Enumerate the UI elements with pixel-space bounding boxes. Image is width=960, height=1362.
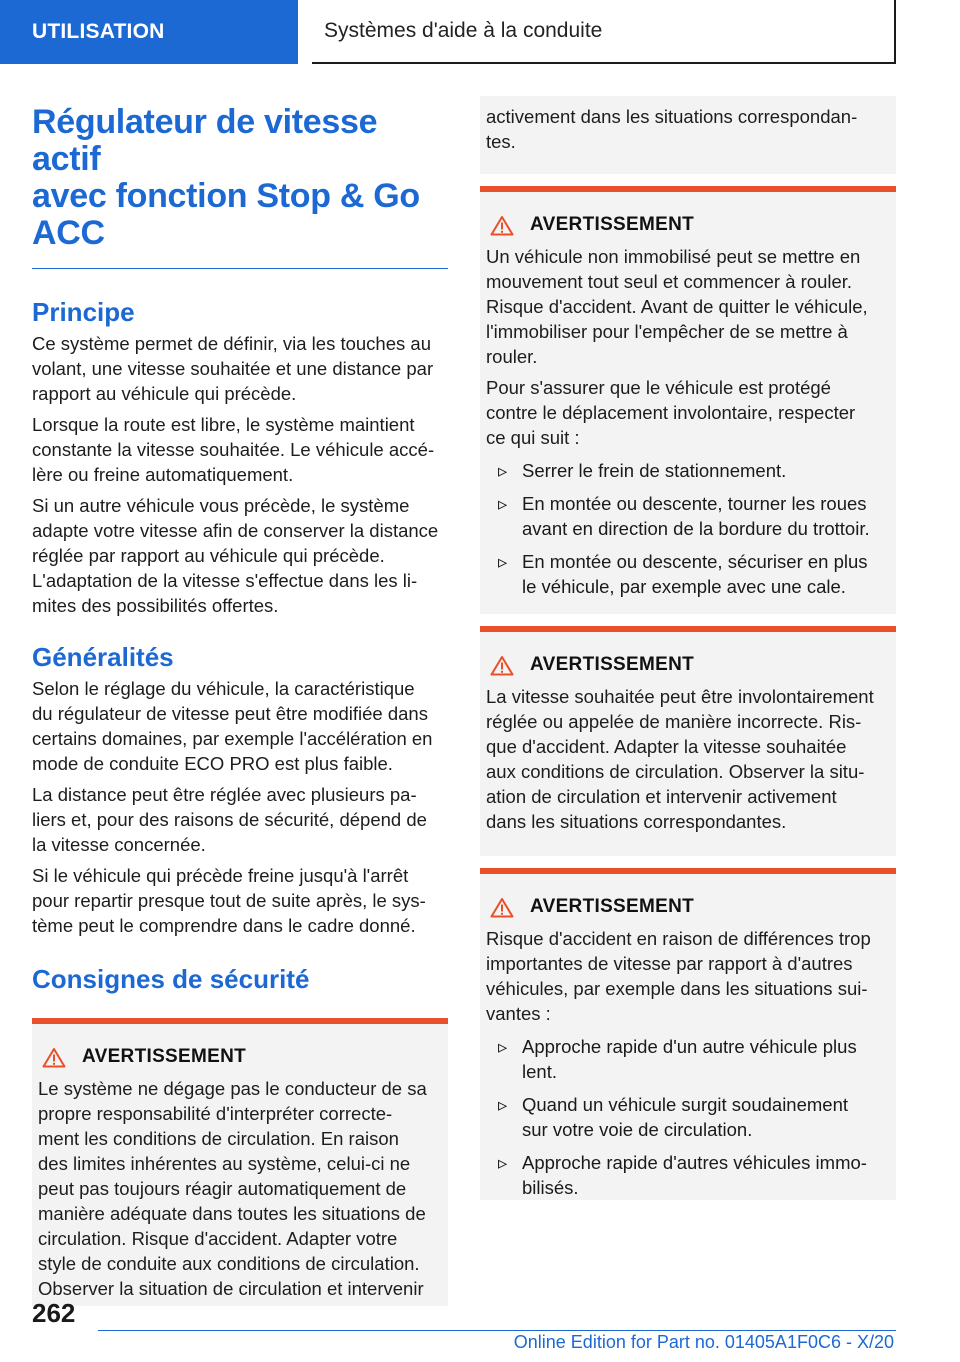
bullet-triangle-icon: ▹ [498, 1094, 508, 1115]
warning-box-4 [480, 868, 896, 1200]
bullet-triangle-icon: ▹ [498, 460, 508, 481]
warning-title [490, 654, 888, 676]
warning-text: La vitesse souhaitée peut être involontairement réglée ou appelée de manière incorrecte. Ris- que d'accident. Adapter la vitesse souhaitée aux conditions de circulation. Observer la situ- ation de circulation et intervenir activement dans les situations correspondantes. [486, 686, 874, 832]
section-header [312, 0, 896, 64]
warning-title [42, 1046, 440, 1068]
warning-triangle-icon [490, 655, 514, 676]
warning-title [490, 896, 888, 918]
warning-triangle-icon [42, 1047, 66, 1068]
warning-text: Risque d'accident en raison de différences trop importantes de vitesse par rapport à d'autres véhicules, par exemple dans les situations sui- vantes : [486, 928, 871, 1024]
left-column [32, 96, 448, 1306]
warning-bullet-list [486, 1034, 888, 1200]
warning-text: Le système ne dégage pas le conducteur de sa propre responsabilité d'interpréter correcte- ment les conditions de circulation. En raison des limites inhérentes au système, celui-ci ne peut pas toujours réagir automatiquement de manière adéquate dans toutes les situations de circulation. Risque d'accident. Adapter votre style de conduite aux conditions de circulation. Observer la situation de circulation et intervenir [38, 1078, 427, 1299]
warning-box-1-continued [480, 96, 896, 174]
warning-text: Un véhicule non immobilisé peut se mettre en mouvement tout seul et commencer à rouler. Risque d'accident. Avant de quitter le véhicule, l'immobiliser pour l'empêcher de se mettre à rouler. [486, 246, 868, 367]
bullet-triangle-icon: ▹ [498, 551, 508, 572]
warning-box-3 [480, 626, 896, 856]
footer-edition: Online Edition for Part no. 01405A1F0C6 - X/20 [513, 1332, 894, 1352]
chapter-tab-label: UTILISATION [32, 20, 165, 43]
bullet-triangle-icon: ▹ [498, 493, 508, 514]
list-item: ▹ En montée ou descente, sécuriser en plus le véhicule, par exemple avec une cale. [486, 549, 888, 599]
bullet-triangle-icon: ▹ [498, 1152, 508, 1173]
list-item: ▹ Approche rapide d'autres véhicules immo- bilisés. [486, 1150, 888, 1200]
warning-label: AVERTISSEMENT [82, 1046, 247, 1067]
warning-box-2 [480, 186, 896, 614]
principe-paragraph: Ce système permet de définir, via les touches au volant, une vitesse souhaitée et une distance par rapport au véhicule qui précède. [32, 333, 434, 404]
warning-triangle-icon [490, 897, 514, 918]
warning-bullet-list [486, 458, 888, 599]
list-item: ▹ Approche rapide d'un autre véhicule plus lent. [486, 1034, 888, 1084]
warning-title [490, 214, 888, 236]
principe-heading: Principe [32, 297, 135, 327]
title-line: avec fonction Stop & Go [32, 177, 420, 215]
list-item: ▹ Serrer le frein de stationnement. [486, 458, 888, 483]
list-item: ▹ Quand un véhicule surgit soudainement sur votre voie de circulation. [486, 1092, 888, 1142]
footer-rule [98, 1330, 896, 1331]
generalites-paragraph: Si le véhicule qui précède freine jusqu'à l'arrêt pour repartir presque tout de suite après, le sys- tème peut le comprendre dans le cadre donné. [32, 865, 426, 936]
right-column [480, 96, 896, 1200]
chapter-tab [0, 0, 298, 64]
title-rule [32, 268, 448, 269]
generalites-paragraph: Selon le réglage du véhicule, la caractéristique du régulateur de vitesse peut être modifiée dans certains domaines, par exemple l'accélération en mode de conduite ECO PRO est plus faible. [32, 678, 433, 774]
principe-paragraph: Lorsque la route est libre, le système maintient constante la vitesse souhaitée. Le véhicule accé- lère ou freine automatiquement. [32, 414, 435, 485]
list-item: ▹ En montée ou descente, tourner les roues avant en direction de la bordure du trottoir. [486, 491, 888, 541]
title-line: ACC [32, 214, 105, 252]
bullet-triangle-icon: ▹ [498, 1036, 508, 1057]
generalites-paragraph: La distance peut être réglée avec plusieurs pa- liers et, pour des raisons de sécurité, dépend de la vitesse concernée. [32, 784, 427, 855]
section-header-label: Systèmes d'aide à la conduite [324, 19, 603, 42]
generalites-heading: Généralités [32, 642, 174, 672]
warning-label: AVERTISSEMENT [530, 214, 695, 235]
warning-text: Pour s'assurer que le véhicule est protégé contre le déplacement involontaire, respecter ce qui suit : [486, 377, 856, 448]
warning-label: AVERTISSEMENT [530, 654, 695, 675]
warning-box-1 [32, 1018, 448, 1306]
warning-triangle-icon [490, 215, 514, 236]
warning-text: activement dans les situations correspondan- tes. [486, 106, 858, 152]
title-line: Régulateur de vitesse actif [32, 103, 378, 178]
consignes-heading: Consignes de sécurité [32, 964, 310, 994]
page-number: 262 [32, 1298, 76, 1328]
warning-label: AVERTISSEMENT [530, 896, 695, 917]
principe-paragraph: Si un autre véhicule vous précède, le système adapte votre vitesse afin de conserver la distance réglée par rapport au véhicule qui précède. L'adaptation de la vitesse s'effectue dans les li- mites des possibilités offertes. [32, 495, 439, 616]
page-title [32, 104, 448, 252]
